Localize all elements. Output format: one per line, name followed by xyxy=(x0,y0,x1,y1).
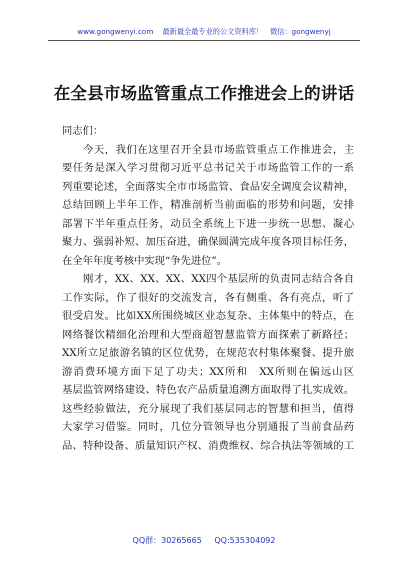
body-line: 基层监管网络建设、特色农产品质量追溯方面取得了扎实成效。 xyxy=(62,384,354,396)
body-line: 列重要论述，全面落实全市市场监管、食品安全调度会议精神， xyxy=(62,180,354,193)
body-line: 很受启发。比如XX所围绕城区业态复杂、主体集中的特点，在 xyxy=(62,310,354,322)
body-line: 刚才，XX、XX、XX、XX四个基层所的负责同志结合各自 xyxy=(83,273,354,285)
header-site-link[interactable]: www.gongwenyi.com xyxy=(77,27,154,36)
footer-qq: QQ:535304092 xyxy=(214,536,276,545)
body-line: 部署下半年重点任务，动员全系统上下进一步统一思想、凝心 xyxy=(62,217,354,230)
salutation: 同志们： xyxy=(62,125,104,137)
body-line: 聚力、强弱补短、加压奋进，确保圆满完成年度各项目标任务， xyxy=(62,236,354,248)
page-footer xyxy=(0,535,408,546)
paragraph-2 xyxy=(62,270,354,455)
header-wechat: 微信：gongwenyj xyxy=(269,27,331,36)
body-line: 要任务是深入学习贯彻习近平总书记关于市场监管工作的一系 xyxy=(62,162,354,174)
body-line: 游消费环境方面下足了功夫；XX所和 XX所则在偏远山区 xyxy=(62,365,354,378)
document-title: 在全县市场监管重点工作推进会上的讲话 xyxy=(53,84,355,103)
body-line: XX所立足旅游名镇的区位优势，在规范农村集体聚餐、提升旅 xyxy=(62,347,354,359)
body-line: 大家学习借鉴。同时，几位分管领导也分别通报了当前食品药 xyxy=(62,421,354,433)
paragraph-1 xyxy=(62,141,354,271)
page-header xyxy=(0,27,408,37)
header-slogan: 最新最全最专业的公文资料库！ xyxy=(162,27,264,36)
body-line: 工作实际，作了很好的交流发言，各有侧重、各有亮点，听了 xyxy=(62,291,354,304)
document-body xyxy=(62,122,354,455)
body-line: 在全年年度考核中实现“争先进位”。 xyxy=(62,254,227,267)
body-line: 今天，我们在这里召开全县市场监管重点工作推进会，主 xyxy=(83,143,354,156)
body-line: 这些经验做法，充分展现了我们基层同志的智慧和担当，值得 xyxy=(62,402,354,415)
footer-qq-group: QQ群：30265665 xyxy=(132,536,202,545)
body-line: 品、特种设备、质量知识产权、消费维权、综合执法等领域的工 xyxy=(62,439,354,452)
body-line: 总结回顾上半年工作，精准剖析当前面临的形势和问题，安排 xyxy=(62,199,354,211)
body-line: 网络餐饮精细化治理和大型商超智慧监管方面探索了新路径； xyxy=(62,328,354,341)
header-divider xyxy=(48,40,360,41)
